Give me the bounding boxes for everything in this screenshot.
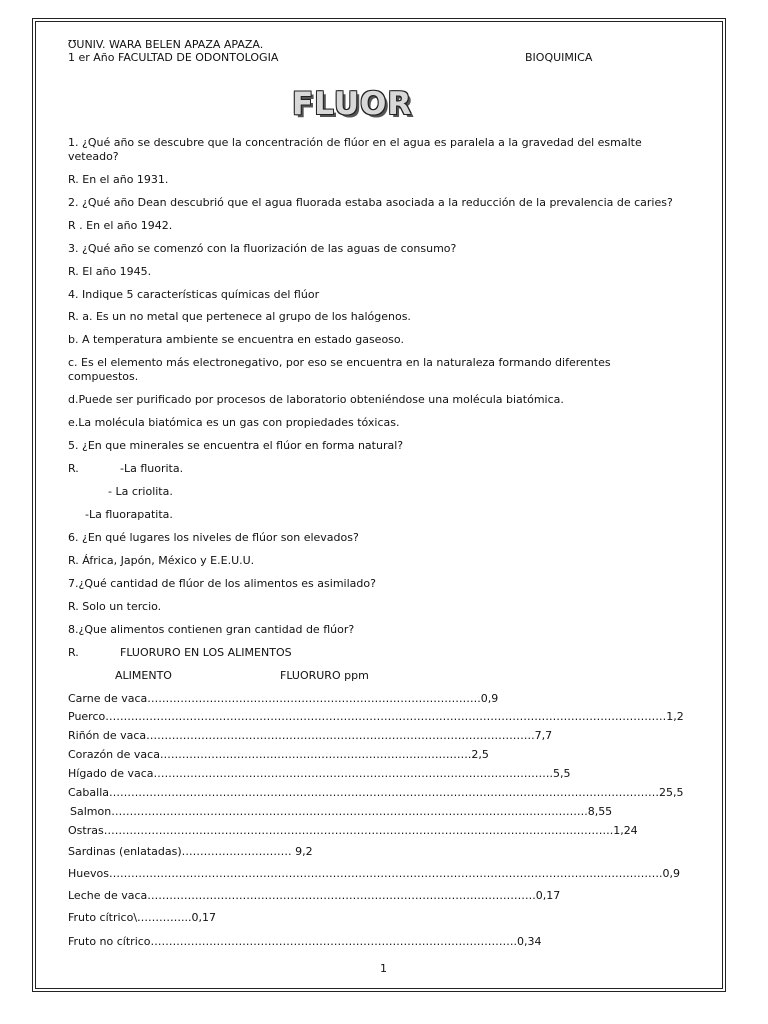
answer-3: R. El año 1945. <box>68 265 152 278</box>
table-row-fruto-no-citrico: Fruto no cítrico……………………………………………………………………………………….0,34 <box>68 935 542 948</box>
answer-4e: e.La molécula biatómica es un gas con propiedades tóxicas. <box>68 416 400 429</box>
answer-4b: b. A temperatura ambiente se encuentra en estado gaseoso. <box>68 333 404 346</box>
table-row-rinon: Riñón de vaca…………………………………………………………………………………………….7,7 <box>68 729 553 742</box>
table-row-leche: Leche de vaca…………………………………………………………………………………………….0,17 <box>68 889 561 902</box>
question-7: 7.¿Qué cantidad de flúor de los alimentos es asimilado? <box>68 577 376 590</box>
question-1: 1. ¿Qué año se descubre que la concentración de flúor en el agua es paralela a la gravedad del esmalte <box>68 136 642 149</box>
answer-6: R. África, Japón, México y E.E.U.U. <box>68 554 255 567</box>
author-line: ƱUNIV. WARA BELEN APAZA APAZA. <box>68 38 264 51</box>
answer-5-item-3: -La fluorapatita. <box>85 508 173 521</box>
table-row-ostras: Ostras………………………………………………………………………………………………………………………….1,24 <box>68 824 638 837</box>
table-row-fruto-citrico: Fruto cítrico\…………...0,17 <box>68 911 217 924</box>
table-row-puerco: Puerco………………………………………………………………………………………………………………………………………1,2 <box>68 710 684 723</box>
table-header-fluoride: FLUORURO ppm <box>280 669 369 682</box>
page-number: 1 <box>380 962 387 975</box>
table-header-food: ALIMENTO <box>115 669 172 682</box>
document-title: FLUOR <box>292 86 413 122</box>
table-row-carne: Carne de vaca……………………………………………………………………………….0,9 <box>68 692 499 705</box>
answer-4a: R. a. Es un no metal que pertenece al grupo de los halógenos. <box>68 310 411 323</box>
question-3: 3. ¿Qué año se comenzó con la fluorización de las aguas de consumo? <box>68 242 457 255</box>
answer-4c-cont: compuestos. <box>68 370 139 383</box>
table-row-sardinas: Sardinas (enlatadas)………………………… 9,2 <box>68 845 313 858</box>
table-row-huevos: Huevos…………………………………………………………………………………………………………………………………….0,9 <box>68 867 680 880</box>
question-2: 2. ¿Qué año Dean descubrió que el agua fluorada estaba asociada a la reducción de la prevalencia de caries? <box>68 196 673 209</box>
question-5: 5. ¿En que minerales se encuentra el flúor en forma natural? <box>68 439 404 452</box>
answer-7: R. Solo un tercio. <box>68 600 162 613</box>
answer-1: R. En el año 1931. <box>68 173 169 186</box>
table-row-higado: Hígado de vaca……………………………………………………………………………………………….5,5 <box>68 767 571 780</box>
subject-label: BIOQUIMICA <box>525 51 593 64</box>
faculty-line: 1 er Año FACULTAD DE ODONTOLOGIA <box>68 51 279 64</box>
answer-2: R . En el año 1942. <box>68 219 173 232</box>
question-1-cont: veteado? <box>68 150 119 163</box>
answer-4c: c. Es el elemento más electronegativo, por eso se encuentra en la naturaleza formando diferentes <box>68 356 611 369</box>
table-row-salmon: Salmon………………………………………………………………………………………………………………….8,55 <box>70 805 613 818</box>
answer-8-label: R. <box>68 646 79 659</box>
answer-5-item-2: - La criolita. <box>108 485 173 498</box>
answer-4d: d.Puede ser purificado por procesos de laboratorio obteniéndose una molécula biatómica. <box>68 393 564 406</box>
answer-5-label: R. <box>68 462 79 475</box>
table-title: FLUORURO EN LOS ALIMENTOS <box>120 646 292 659</box>
table-row-caballa: Caballa……………………………………………………………………………………………………………………………………25,5 <box>68 786 684 799</box>
answer-5-item-1: -La fluorita. <box>120 462 184 475</box>
question-4: 4. Indique 5 características químicas del flúor <box>68 288 320 301</box>
question-8: 8.¿Que alimentos contienen gran cantidad de flúor? <box>68 623 355 636</box>
question-6: 6. ¿En qué lugares los niveles de flúor son elevados? <box>68 531 359 544</box>
table-row-corazon: Corazón de vaca………………………………………………………………………….2,5 <box>68 748 489 761</box>
